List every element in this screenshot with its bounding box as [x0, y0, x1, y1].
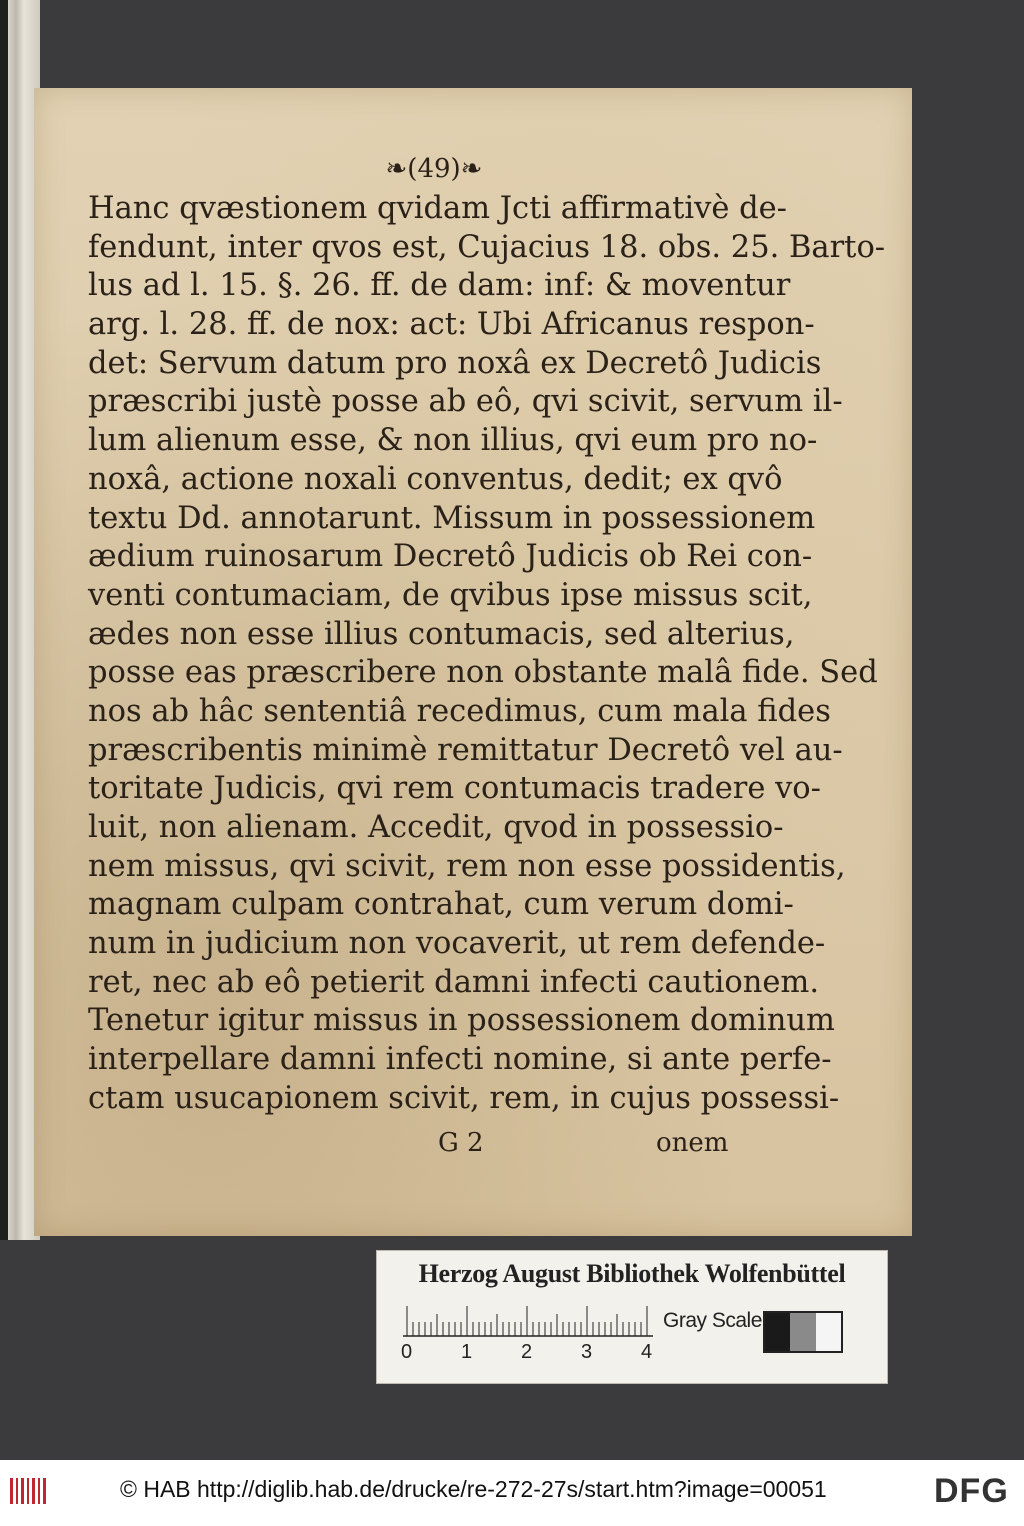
text-line: Tenetur igitur missus in possessionem dominum [88, 1003, 835, 1039]
library-label-card [376, 1250, 888, 1384]
text-line: lum alienum esse, & non illius, qvi eum pro no- [88, 423, 818, 459]
gray-swatch [790, 1313, 815, 1351]
text-line: nos ab hâc sententiâ recedimus, cum mala fides [88, 693, 831, 729]
text-line: noxâ, actione noxali conventus, dedit; ex qvô [88, 461, 783, 497]
text-line: ædes non esse illius contumacis, sed alterius, [88, 616, 795, 652]
text-line: ædium ruinosarum Decretô Judicis ob Rei con- [88, 539, 813, 575]
ruler-number: 2 [521, 1341, 533, 1363]
text-line: fendunt, inter qvos est, Cujacius 18. obs. 25. Barto- [88, 229, 886, 265]
ruler-number: 1 [461, 1341, 473, 1363]
text-line: nem missus, qvi scivit, rem non esse possidentis, [88, 848, 846, 884]
ruler-number: 4 [641, 1341, 653, 1363]
catchword: onem [656, 1128, 729, 1158]
text-line: num in judicium non vocaverit, ut rem defende- [88, 926, 826, 962]
text-line: textu Dd. annotarunt. Missum in possessionem [88, 500, 816, 536]
dfg-logo: DFG [934, 1472, 1009, 1510]
text-line: posse eas præscribere non obstante malâ fide. Sed [88, 655, 878, 691]
text-line: magnam culpam contrahat, cum verum domi- [88, 887, 794, 923]
ruler-number: 0 [401, 1341, 413, 1363]
text-line: ctam usucapionem scivit, rem, in cujus possessi- [88, 1080, 840, 1116]
gray-scale-swatch [763, 1311, 843, 1353]
text-line: lus ad l. 15. §. 26. ff. de dam: inf: & moventur [88, 268, 791, 304]
ruler-numbers [397, 1341, 677, 1365]
binding-shadow [0, 0, 8, 1240]
copyright-url[interactable]: © HAB http://diglib.hab.de/drucke/re-272-27s/start.htm?image=00051 [120, 1476, 827, 1502]
text-line: interpellare damni infecti nomine, si ante perfe- [88, 1042, 832, 1078]
gray-swatch [765, 1313, 790, 1351]
text-line: præscribi justè posse ab eô, qvi scivit, servum il- [88, 384, 843, 420]
text-line: Hanc qvæstionem qvidam Jcti affirmativè de- [88, 191, 787, 226]
gray-scale-label: Gray Scale [663, 1309, 762, 1332]
text-line: luit, non alienam. Accedit, qvod in possessio- [88, 810, 784, 845]
barcode-logo-icon [8, 1474, 48, 1508]
body-text [88, 190, 886, 1119]
footer-bar [0, 1460, 1024, 1526]
text-line: toritate Judicis, qvi rem contumacis tradere vo- [88, 771, 821, 807]
gray-swatch [816, 1313, 841, 1351]
text-line: arg. l. 28. ff. de nox: act: Ubi Africanus respon- [88, 307, 815, 343]
ruler-number: 3 [581, 1341, 593, 1363]
library-name: Herzog August Bibliothek Wolfenbüttel [418, 1259, 846, 1288]
text-line: det: Servum datum pro noxâ ex Decretô Judicis [88, 345, 822, 381]
text-line: venti contumaciam, de qvibus ipse missus scit, [88, 577, 813, 613]
book-page [34, 88, 912, 1236]
text-line: præscribentis minimè remittatur Decretô vel au- [88, 732, 843, 768]
ruler-scale [403, 1303, 653, 1337]
signature-mark: G 2 [438, 1128, 484, 1158]
text-line: ret, nec ab eô petierit damni infecti cautionem. [88, 964, 820, 1000]
page-number-header: ❧(49)❧ [385, 154, 483, 184]
